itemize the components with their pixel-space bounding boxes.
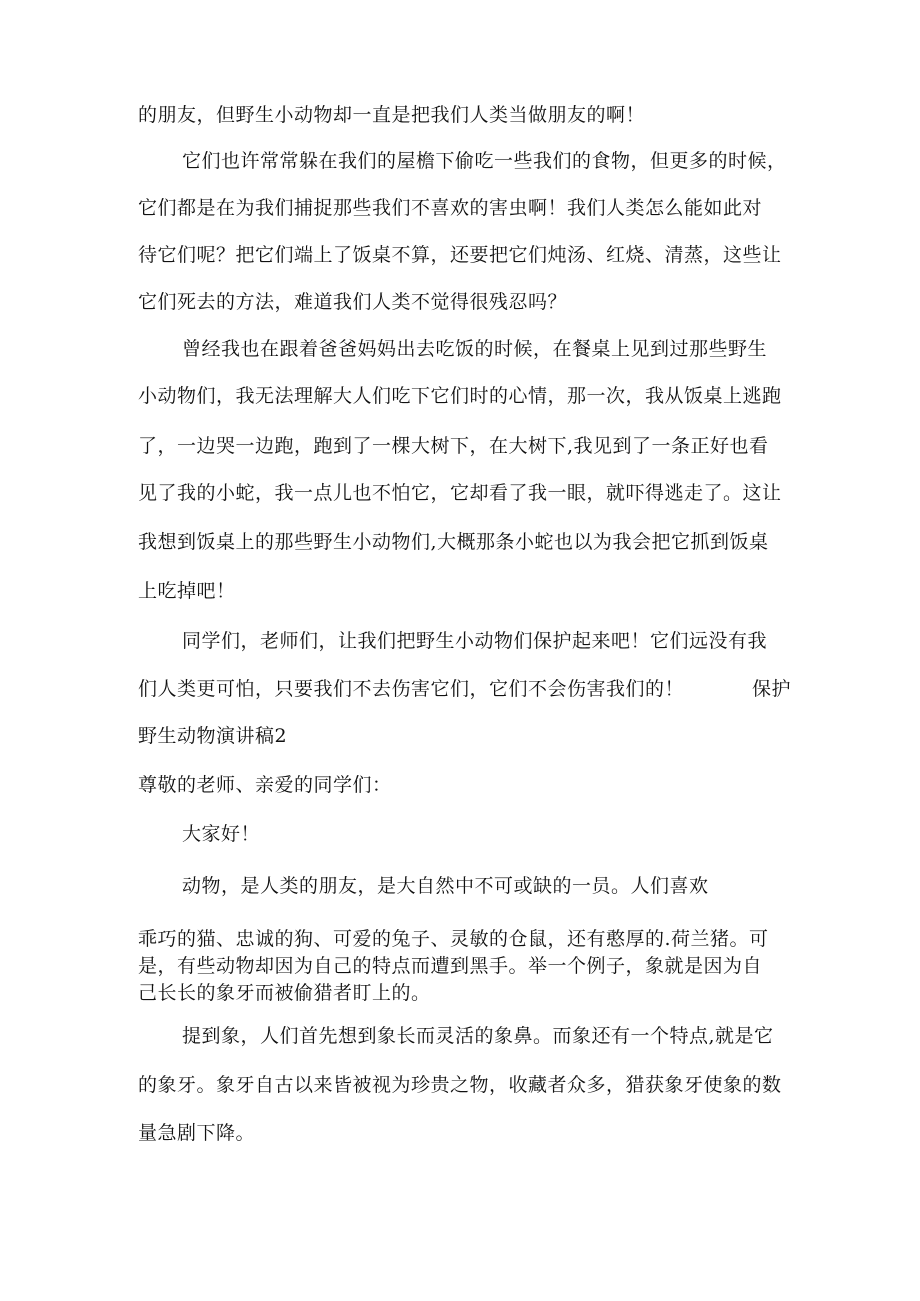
- text-line: 上吃掉吧！: [138, 580, 236, 602]
- text-line: 小动物们，我无法理解大人们吃下它们时的心情，那一次，我从饭桌上逃跑: [138, 385, 782, 407]
- text-line: 的象牙。象牙自古以来皆被视为珍贵之物，收藏者众多，猎获象牙使象的数: [138, 1074, 782, 1096]
- text-line: 的朋友，但野生小动物却一直是把我们人类当做朋友的啊！: [138, 104, 646, 126]
- text-line: 曾经我也在跟着爸爸妈妈出去吃饭的时候，在餐桌上见到过那些野生: [182, 338, 768, 360]
- text-line: 了，一边哭一边跑，跑到了一棵大树下，在大树下,我见到了一条正好也看: [138, 435, 769, 457]
- text-line: 保护: [752, 678, 792, 700]
- text-line: 动物，是人类的朋友，是大自然中不可或缺的一员。人们喜欢: [182, 875, 709, 897]
- text-line: 乖巧的猫、忠诚的狗、可爱的兔子、灵敏的仓鼠，还有憨厚的.荷兰猪。可: [138, 928, 769, 950]
- salutation: 尊敬的老师、亲爱的同学们：: [138, 774, 392, 796]
- section-title: 野生动物演讲稿2: [138, 725, 288, 747]
- text-line: 它们也许常常躲在我们的屋檐下偷吃一些我们的食物，但更多的时候，: [182, 150, 787, 172]
- text-line: 我想到饭桌上的那些野生小动物们,大概那条小蛇也以为我会把它抓到饭桌: [138, 531, 769, 553]
- text-line: 它们死去的方法，难道我们人类不觉得很残忍吗？: [138, 291, 568, 313]
- greeting: 大家好！: [182, 823, 261, 845]
- text-line: 量急剧下降。: [138, 1122, 256, 1144]
- text-line: 提到象，人们首先想到象长而灵活的象鼻。而象还有一个特点,就是它: [182, 1025, 774, 1047]
- text-line: 同学们，老师们，让我们把野生小动物们保护起来吧！它们远没有我: [182, 630, 768, 652]
- text-line: 己长长的象牙而被偷猎者盯上的。: [138, 982, 431, 1004]
- text-line: 待它们呢？把它们端上了饭桌不算，还要把它们炖汤、红烧、清蒸，这些让: [138, 244, 782, 266]
- text-line: 是，有些动物却因为自己的特点而遭到黑手。举一个例子，象就是因为自: [138, 955, 763, 977]
- text-line: 它们都是在为我们捕捉那些我们不喜欢的害虫啊！我们人类怎么能如此对: [138, 197, 763, 219]
- text-line: 见了我的小蛇，我一点儿也不怕它，它却看了我一眼，就吓得逃走了。这让: [138, 482, 782, 504]
- text-line: 们人类更可怕，只要我们不去伤害它们，它们不会伤害我们的！: [138, 678, 685, 700]
